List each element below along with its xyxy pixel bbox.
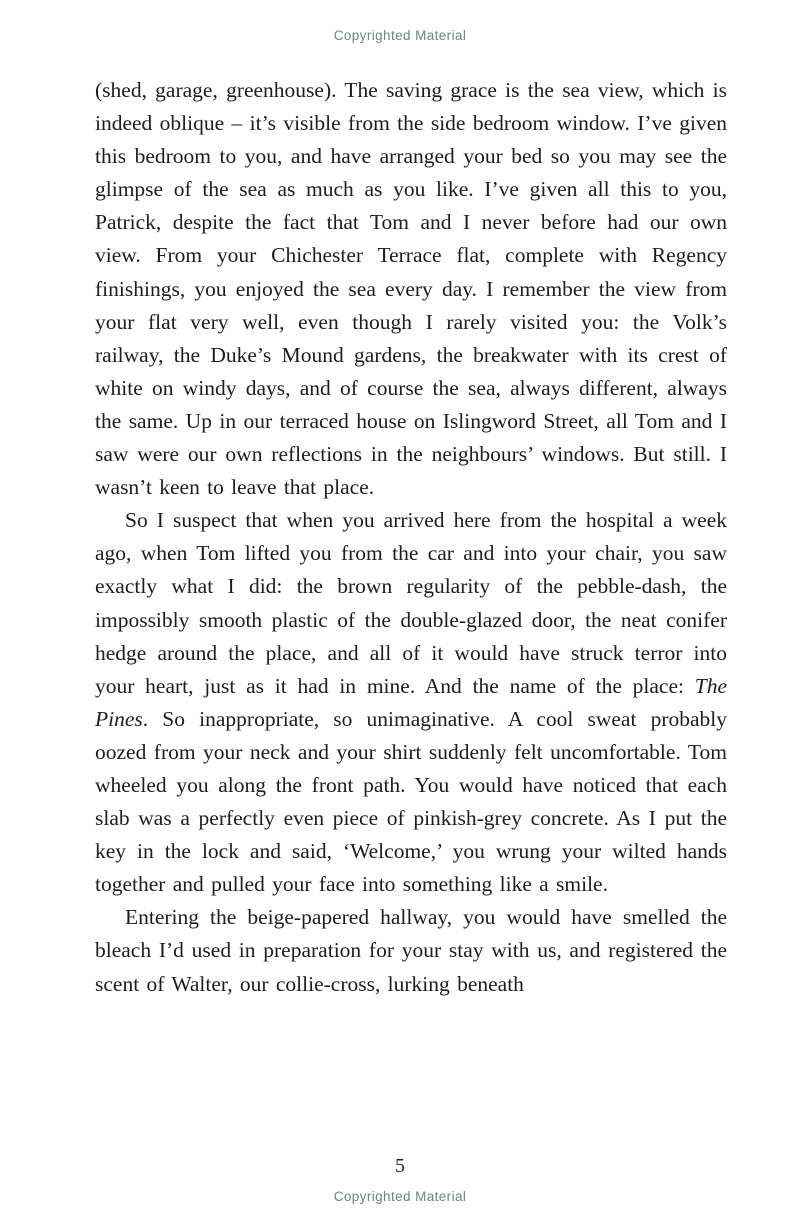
copyright-notice-top: Copyrighted Material xyxy=(333,28,467,43)
text-run: (shed, garage, greenhouse). The saving grace is the sea view, which is indeed oblique – it’s visible from the side bedroom window. I’ve given this bedroom to you, and have arranged your bed so you may see the glimpse of the sea as much as you like. I’ve given all this to you, Patrick, despite the fact that Tom and I never before had our own view. From your Chichester Terrace flat, complete with Regency finishings, you enjoyed the sea every day. I remember the view from your flat very well, even though I rarely visited you: the Volk’s railway, the Duke’s Mound gardens, the breakwater with its crest of white on windy days, and of course the sea, always different, always the same. Up in our terraced house on Islingword Street, all Tom and I saw were our own reflections in the neighbours’ windows. But still. I wasn’t keen to leave that place. xyxy=(95,78,727,500)
page-text xyxy=(95,74,727,1001)
italic-text-run: The Pines xyxy=(95,673,727,731)
paragraph xyxy=(95,74,727,504)
paragraph xyxy=(95,901,727,1000)
copyright-notice-bottom: Copyrighted Material xyxy=(333,1189,467,1204)
text-run: . So inappropriate, so unimaginative. A cool sweat probably oozed from your neck and your shirt suddenly felt uncomfortable. Tom wheeled you along the front path. You would have noticed that each slab was a perfectly even piece of pinkish-grey concrete. As I put the key in the lock and said, ‘Welcome,’ you wrung your wilted hands together and pulled your face into something like a smile. xyxy=(95,706,727,897)
text-run: Entering the beige-papered hallway, you would have smelled the bleach I’d used in preparation for your stay with us, and registered the scent of Walter, our collie-cross, lurking beneath xyxy=(95,905,727,996)
page-number: 5 xyxy=(395,1155,405,1177)
paragraph xyxy=(95,504,727,901)
text-run: So I suspect that when you arrived here from the hospital a week ago, when Tom lifted you from the car and into your chair, you saw exactly what I did: the brown regularity of the pebble-dash, the impossibly smooth plastic of the double-glazed door, the neat conifer hedge around the place, and all of it would have struck terror into your heart, just as it had in mine. And the name of the place: xyxy=(95,508,727,698)
